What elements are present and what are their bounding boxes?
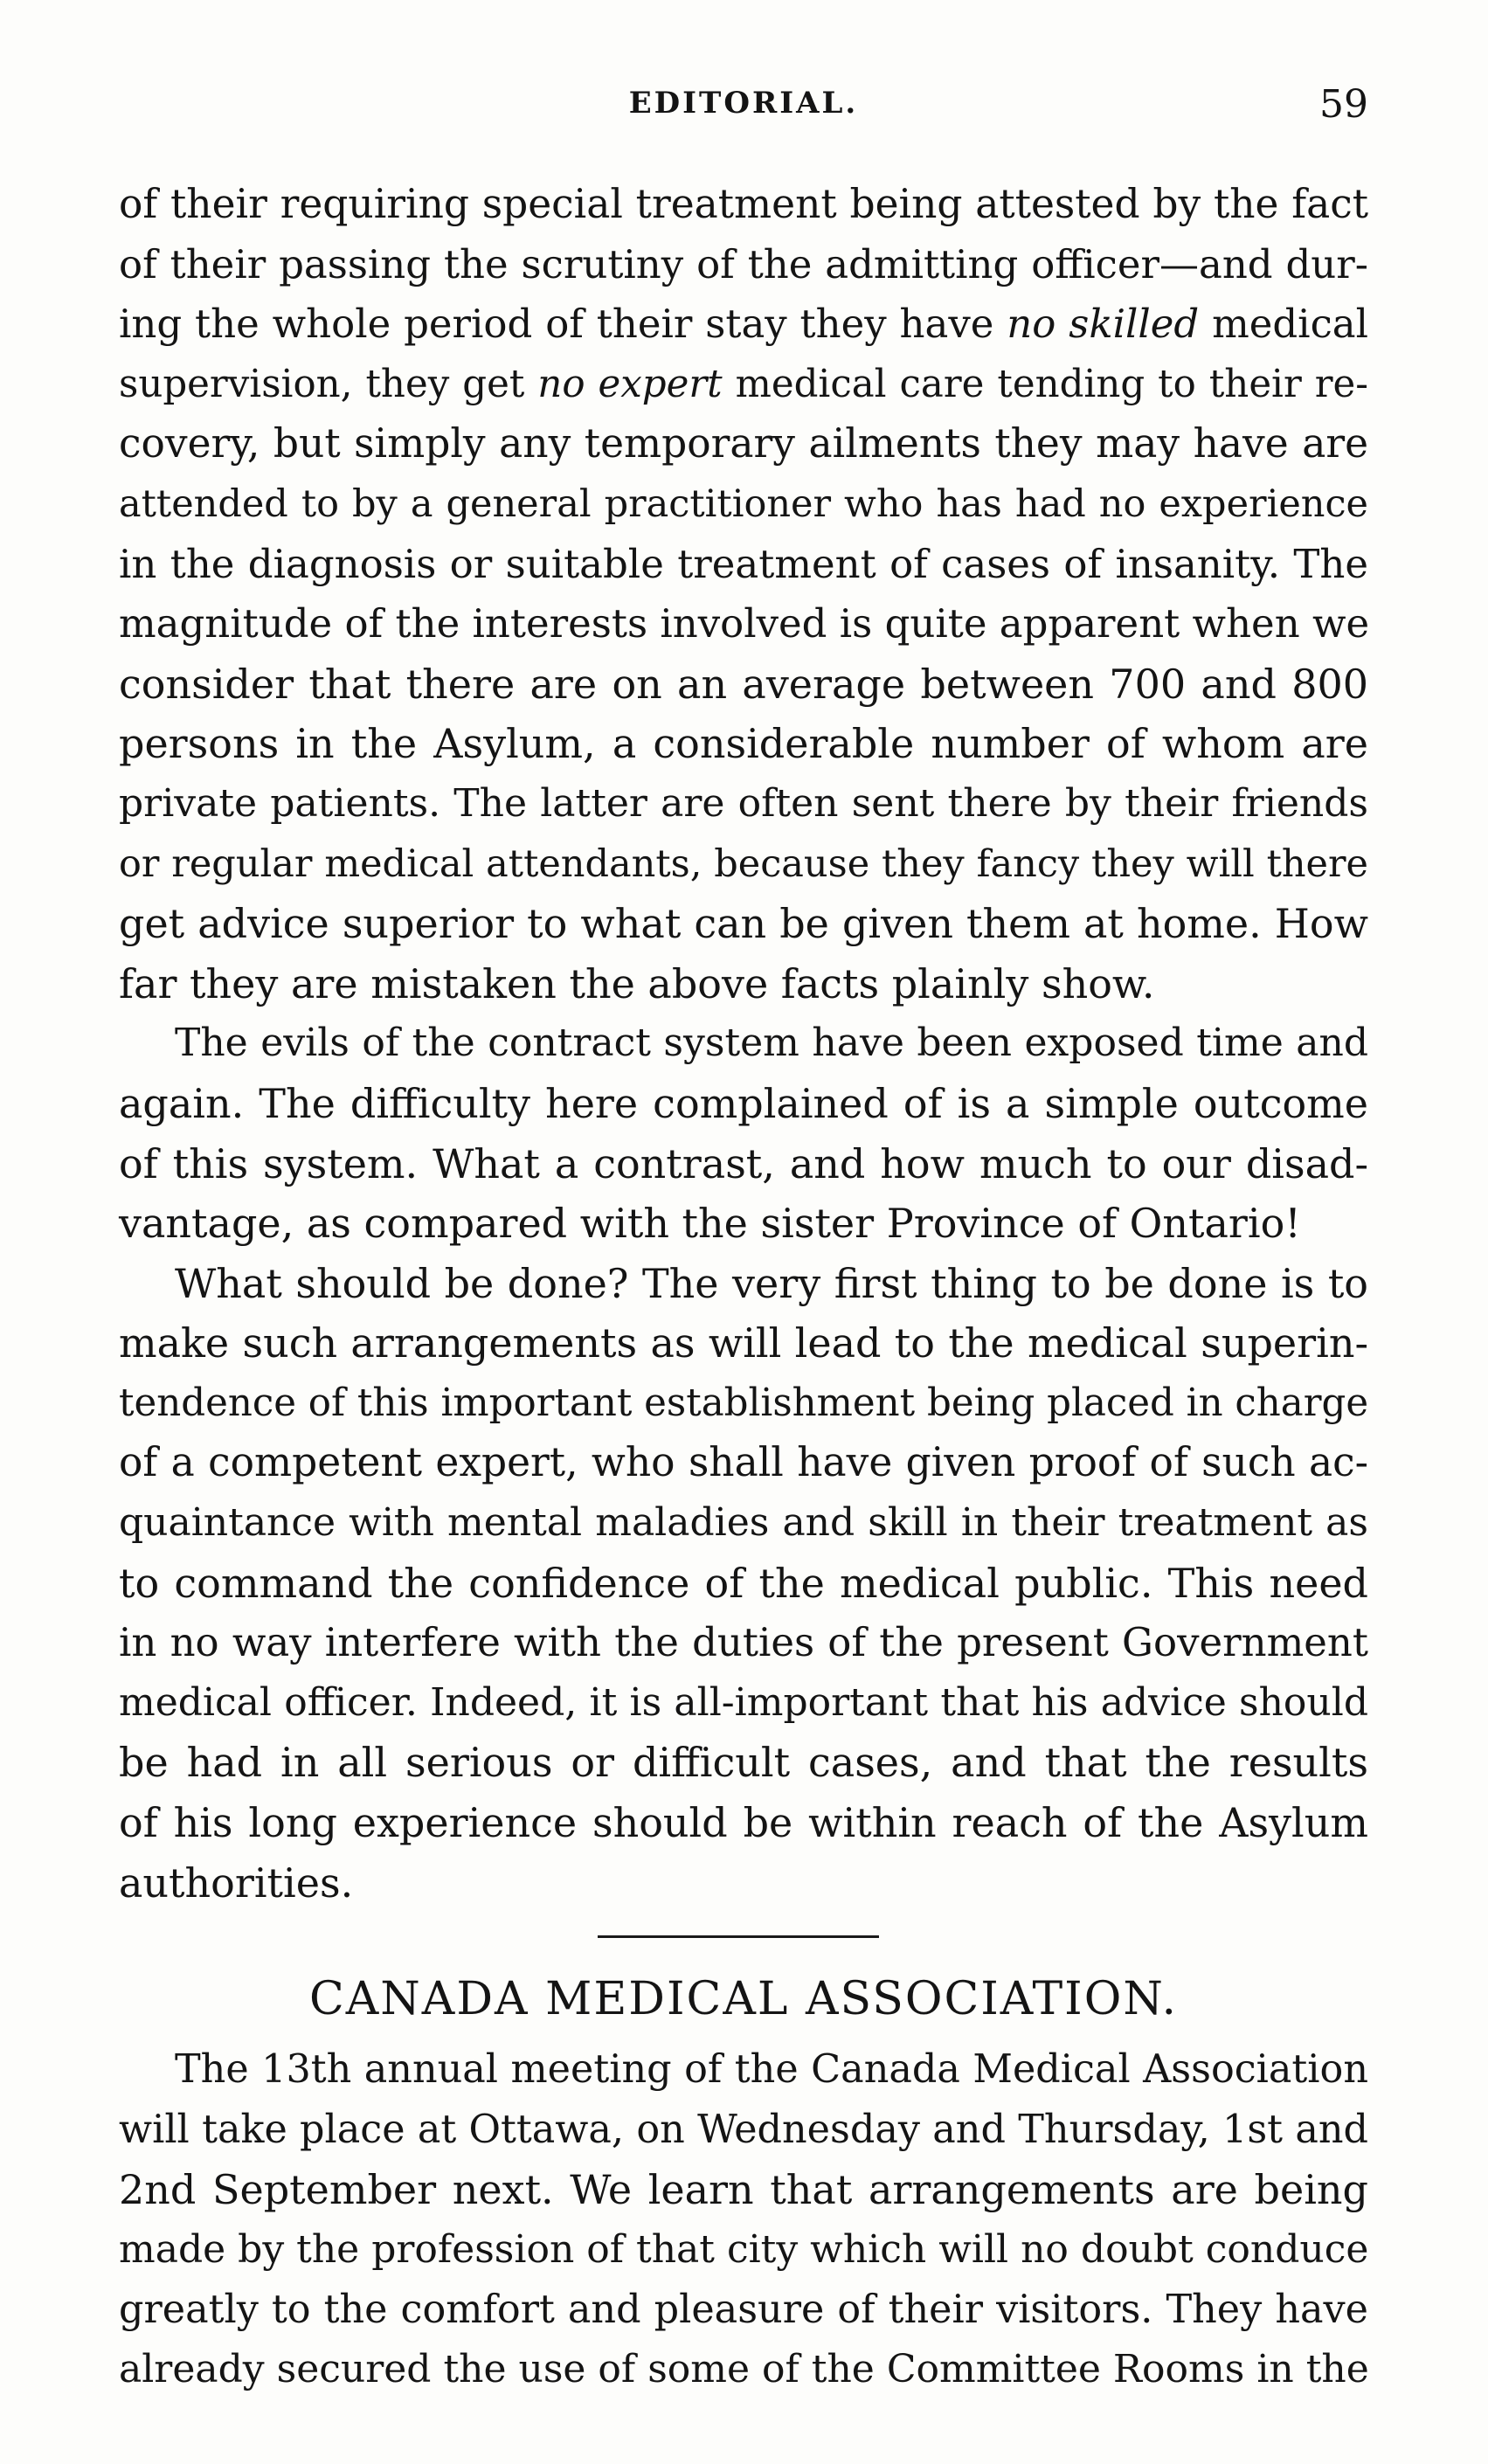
running-head xyxy=(119,82,1368,138)
text-line: The 13th annual meeting of the Canada Medical Association xyxy=(175,2047,1368,2093)
text-segment: medical xyxy=(1199,301,1368,348)
text-line: What should be done? The very first thing to be done is to xyxy=(175,1259,1368,1307)
text-line: private patients. The latter are often sent there by their friends xyxy=(119,780,1368,826)
text-line: again. The difficulty here complained of is a simple outcome xyxy=(119,1079,1368,1127)
running-title: EDITORIAL. xyxy=(628,86,859,121)
paragraph-contract-system xyxy=(119,1014,1368,1253)
text-segment: medical care tending to their re- xyxy=(722,362,1368,406)
text-line xyxy=(119,355,1368,415)
text-line: to command the confidence of the medical public. This need xyxy=(119,1559,1368,1607)
text-line xyxy=(119,294,1368,355)
text-line: consider that there are on an average between 700 and 800 xyxy=(119,660,1368,708)
divider-rule xyxy=(598,1935,879,1938)
text-block xyxy=(119,175,1368,2400)
text-line: get advice superior to what can be given them at home. How xyxy=(119,900,1368,948)
emphasis-text: no expert xyxy=(537,362,723,406)
text-line: make such arrangements as will lead to the medical superin- xyxy=(119,1319,1368,1367)
text-line: authorities. xyxy=(119,1858,354,1907)
text-line: medical officer. Indeed, it is all-important that his advice should xyxy=(119,1679,1368,1725)
section-divider xyxy=(119,1913,1368,1965)
text-line: 2nd September next. We learn that arrangements are being xyxy=(119,2166,1368,2214)
text-segment: supervision, they get xyxy=(119,362,538,406)
text-line: vantage, as compared with the sister Province of Ontario! xyxy=(119,1200,1301,1248)
text-line: of this system. What a contrast, and how much to our disad- xyxy=(119,1139,1368,1187)
text-line: already secured the use of some of the Committee Rooms in the xyxy=(119,2347,1369,2392)
text-line: covery, but simply any temporary ailments they may have are xyxy=(119,420,1368,467)
text-line: attended to by a general practitioner who has had no experience xyxy=(119,481,1368,526)
page-number: 59 xyxy=(1319,82,1368,127)
text-line: will take place at Ottawa, on Wednesday and Thursday, 1st and xyxy=(119,2107,1368,2152)
text-line: be had in all serious or difficult cases, and that the results xyxy=(119,1739,1368,1787)
section-heading: CANADA MEDICAL ASSOCIATION. xyxy=(308,1973,1179,2026)
text-line: far they are mistaken the above facts plainly show. xyxy=(119,959,1155,1007)
text-line: in no way interfere with the duties of the present Government xyxy=(119,1619,1368,1666)
text-line: of their passing the scrutiny of the admitting officer—and dur- xyxy=(119,240,1368,287)
text-line: greatly to the comfort and pleasure of their visitors. They have xyxy=(119,2287,1368,2332)
text-line: of his long experience should be within reach of the Asylum xyxy=(119,1799,1368,1847)
emphasis-text: no skilled xyxy=(1007,301,1200,348)
text-line: The evils of the contract system have been exposed time and xyxy=(175,1021,1368,1066)
text-line: made by the profession of that city which will no doubt conduce xyxy=(119,2227,1369,2272)
text-line: persons in the Asylum, a considerable number of whom are xyxy=(119,720,1368,768)
text-line: of their requiring special treatment being attested by the fact xyxy=(119,181,1368,227)
text-line: quaintance with mental maladies and skill in their treatment as xyxy=(119,1500,1368,1546)
paragraph-continued xyxy=(119,175,1368,1014)
text-line: in the diagnosis or suitable treatment of cases of insanity. The xyxy=(119,540,1368,587)
text-line: of a competent expert, who shall have given proof of such ac- xyxy=(119,1439,1368,1486)
paragraph-what-should-be-done xyxy=(119,1254,1368,1914)
text-line: or regular medical attendants, because they fancy they will there xyxy=(119,841,1368,886)
paragraph-annual-meeting xyxy=(119,2040,1368,2400)
text-line: tendence of this important establishment being placed in charge xyxy=(119,1381,1369,1425)
text-segment: ing the whole period of their stay they have xyxy=(119,301,1007,348)
text-line: magnitude of the interests involved is quite apparent when we xyxy=(119,600,1370,647)
